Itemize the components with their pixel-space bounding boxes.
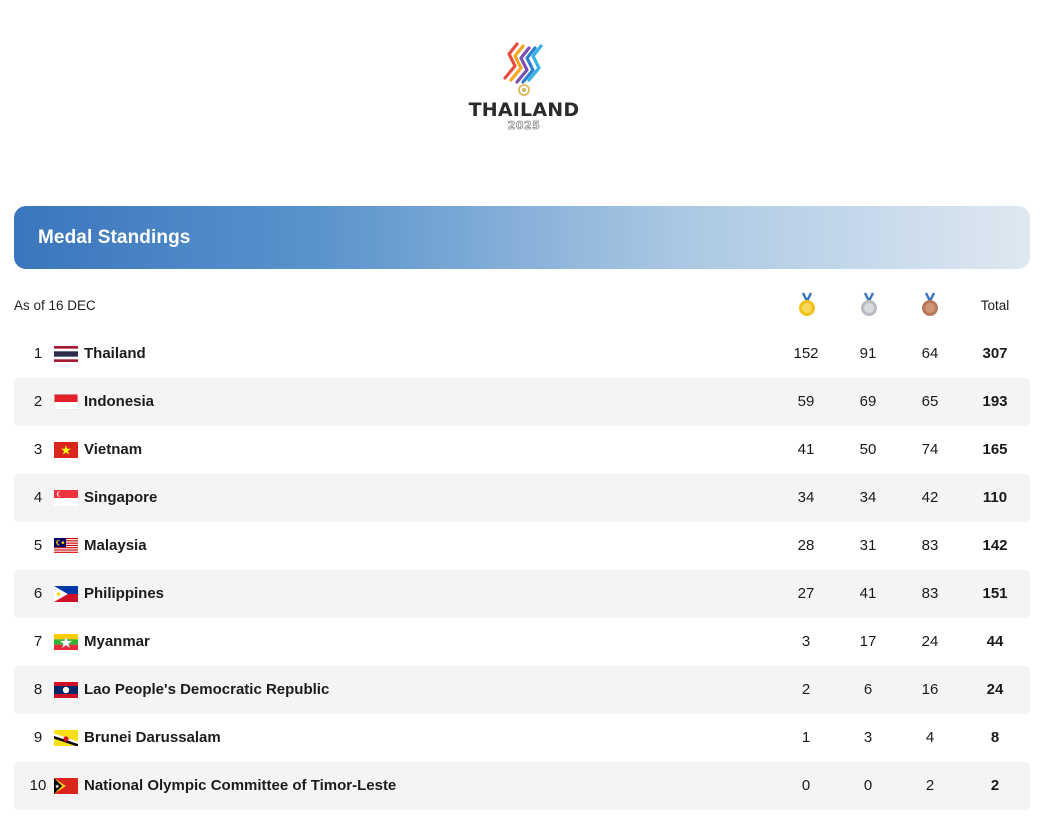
rank: 10	[29, 777, 47, 794]
gold-count: 0	[801, 777, 811, 794]
vietnam-flag-icon	[54, 442, 78, 458]
bronze-count: 65	[921, 393, 939, 410]
thailand-flag-icon	[54, 346, 78, 362]
medal-standings-banner	[14, 206, 1030, 269]
rank: 9	[33, 729, 43, 746]
table-row[interactable]	[14, 666, 1030, 714]
bronze-count: 74	[921, 441, 939, 458]
logo-title: THAILAND	[468, 99, 580, 121]
rank: 3	[33, 441, 43, 458]
silver-count: 34	[859, 489, 877, 506]
table-row[interactable]	[14, 762, 1030, 810]
gold-count: 2	[801, 681, 811, 698]
gold-count: 28	[797, 537, 815, 554]
table-row[interactable]	[14, 378, 1030, 426]
table-row[interactable]	[14, 618, 1030, 666]
country-name[interactable]: Malaysia	[84, 537, 147, 554]
total-count: 44	[986, 633, 1004, 650]
total-count: 165	[982, 441, 1008, 458]
gold-count: 27	[797, 585, 815, 602]
total-count: 2	[990, 777, 1000, 794]
country-name[interactable]: Philippines	[84, 585, 165, 602]
gold-count: 152	[793, 345, 819, 362]
silver-count: 50	[859, 441, 877, 458]
bronze-count: 4	[925, 729, 935, 746]
country-name[interactable]: Brunei Darussalam	[84, 729, 221, 746]
country-name[interactable]: National Olympic Committee of Timor-Leste	[84, 777, 397, 794]
country-name[interactable]: Vietnam	[84, 441, 143, 458]
bronze-count: 83	[921, 537, 939, 554]
table-row[interactable]	[14, 330, 1030, 378]
rank: 8	[33, 681, 43, 698]
games-logo	[0, 40, 1048, 132]
country-name[interactable]: Myanmar	[84, 633, 150, 650]
rank: 1	[33, 345, 43, 362]
silver-count: 3	[863, 729, 873, 746]
total-count: 110	[982, 489, 1008, 506]
singapore-flag-icon	[54, 490, 78, 506]
total-count: 193	[982, 393, 1008, 410]
silver-medal-icon	[859, 292, 879, 318]
banner-title: Medal Standings	[38, 227, 191, 248]
country-name[interactable]: Singapore	[84, 489, 158, 506]
bronze-medal-icon	[920, 292, 940, 318]
table-row[interactable]	[14, 474, 1030, 522]
country-name[interactable]: Lao People's Democratic Republic	[84, 681, 330, 698]
table-row[interactable]	[14, 522, 1030, 570]
gold-count: 3	[801, 633, 811, 650]
silver-count: 41	[859, 585, 877, 602]
bronze-count: 24	[921, 633, 939, 650]
laos-flag-icon	[54, 682, 78, 698]
medal-table	[14, 330, 1030, 810]
brunei-flag-icon	[54, 730, 78, 746]
country-name[interactable]: Indonesia	[84, 393, 155, 410]
gold-count: 41	[797, 441, 815, 458]
philippines-flag-icon	[54, 586, 78, 602]
bronze-count: 16	[921, 681, 939, 698]
total-count: 151	[982, 585, 1008, 602]
as-of-date: As of 16 DEC	[14, 298, 96, 313]
total-count: 8	[990, 729, 1000, 746]
silver-count: 17	[859, 633, 877, 650]
indonesia-flag-icon	[54, 394, 78, 410]
rank: 5	[33, 537, 43, 554]
table-row[interactable]	[14, 426, 1030, 474]
bronze-count: 2	[925, 777, 935, 794]
silver-count: 0	[863, 777, 873, 794]
total-count: 307	[982, 345, 1008, 362]
bronze-count: 83	[921, 585, 939, 602]
silver-count: 31	[859, 537, 877, 554]
silver-count: 6	[863, 681, 873, 698]
gold-count: 1	[801, 729, 811, 746]
silver-count: 91	[859, 345, 877, 362]
rank: 7	[33, 633, 43, 650]
silver-count: 69	[859, 393, 877, 410]
rank: 4	[33, 489, 43, 506]
total-count: 142	[982, 537, 1008, 554]
timor-leste-flag-icon	[54, 778, 78, 794]
rank: 2	[33, 393, 43, 410]
myanmar-flag-icon	[54, 634, 78, 650]
logo-year: 2025	[507, 119, 541, 132]
country-name[interactable]: Thailand	[84, 345, 146, 362]
table-row[interactable]	[14, 714, 1030, 762]
gold-count: 34	[797, 489, 815, 506]
malaysia-flag-icon	[54, 538, 78, 554]
bronze-count: 64	[921, 345, 939, 362]
rank: 6	[33, 585, 43, 602]
total-column-header: Total	[980, 298, 1010, 313]
total-count: 24	[986, 681, 1004, 698]
gold-medal-icon	[797, 292, 817, 318]
table-header	[14, 286, 1030, 326]
table-row[interactable]	[14, 570, 1030, 618]
gold-count: 59	[797, 393, 815, 410]
bronze-count: 42	[921, 489, 939, 506]
games-emblem-icon	[497, 40, 551, 96]
